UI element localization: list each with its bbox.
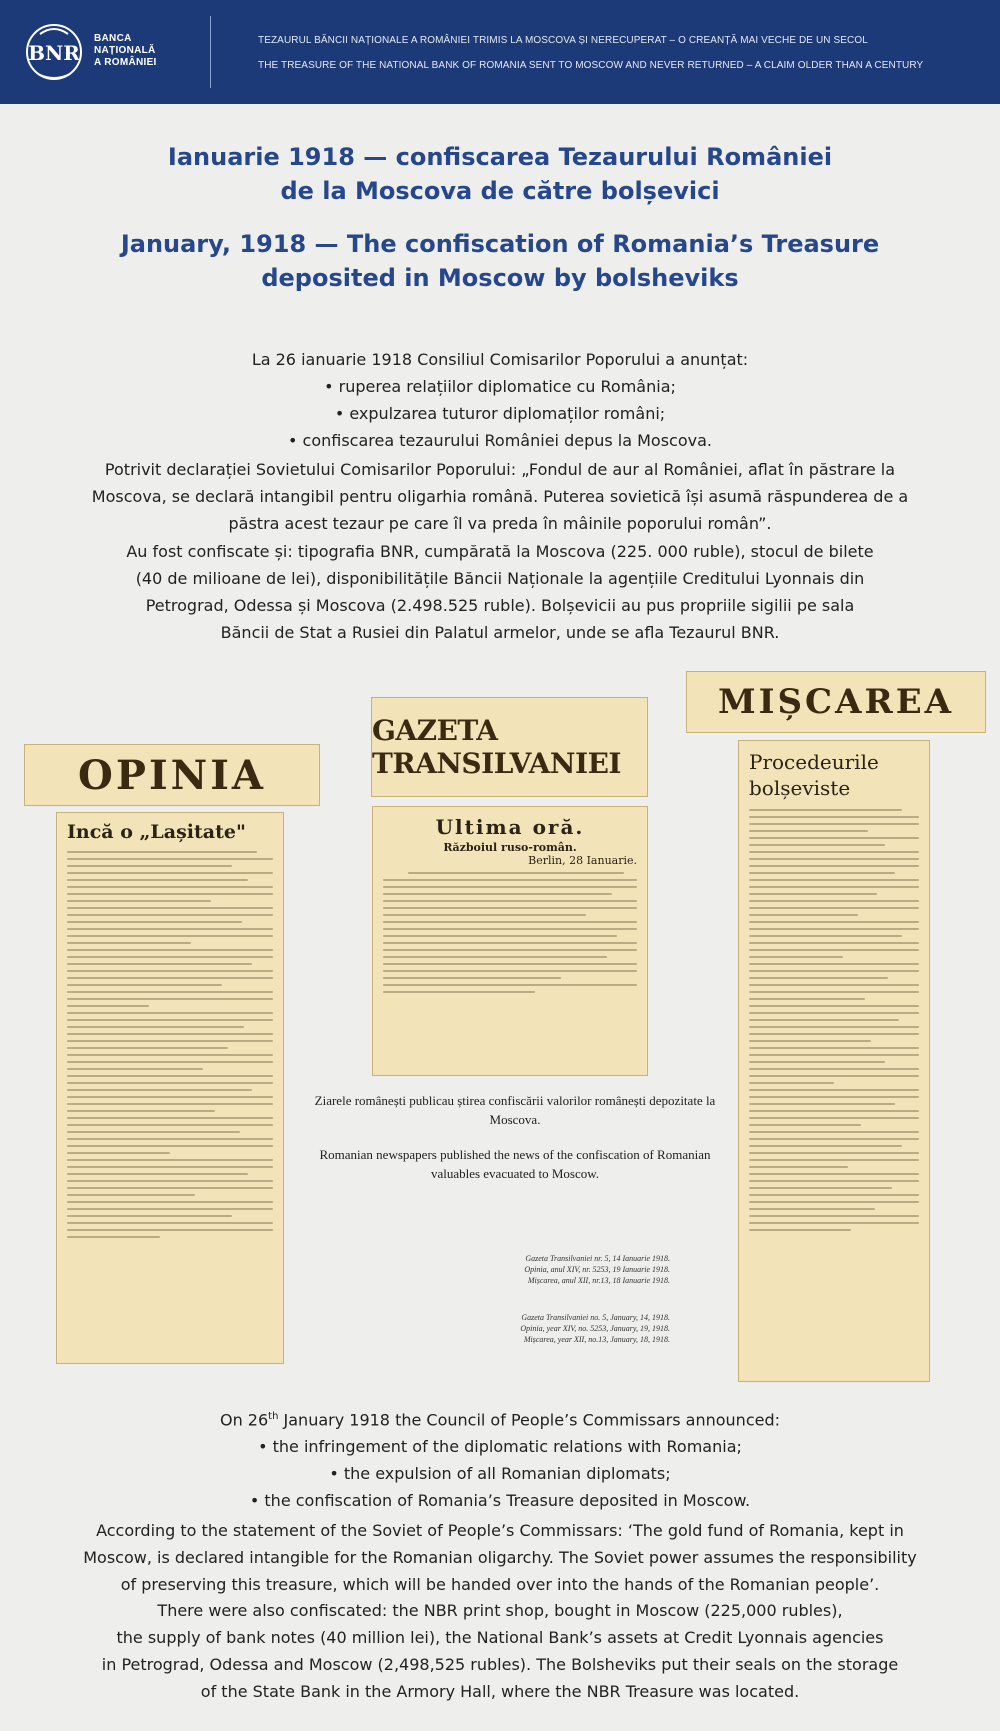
title-line: January, 1918 — The confiscation of Romania’s Treasure — [120, 230, 880, 258]
source-line: Opinia, year XIV, no. 5253, January, 19, 1918. — [520, 1324, 670, 1333]
source-line: Mișcarea, anul XII, nr.13, 18 Ianuarie 1918. — [527, 1276, 670, 1285]
header-tagline-ro: TEZAURUL BĂNCII NAȚIONALE A ROMÂNIEI TRIMIS LA MOSCOVA ȘI NERECUPERAT – O CREANȚĂ MAI VECHE DE UN SECOL — [258, 35, 868, 46]
bullet-item: • the expulsion of all Romanian diplomats; — [329, 1464, 671, 1484]
english-quote — [20, 1517, 980, 1598]
article-text-lines — [749, 809, 919, 1231]
miscarea-headline: Procedeurile bolșeviste — [749, 750, 879, 800]
title-line: de la Moscova de către bolșevici — [280, 177, 720, 205]
opinia-headline: Incă o „Lașitate" — [67, 821, 246, 843]
bullet-item: • confiscarea tezaurului României depus la Moscova. — [288, 431, 712, 450]
title-line: deposited in Moscow by bolsheviks — [261, 264, 739, 292]
miscarea-article — [738, 740, 930, 1382]
article-text-lines — [383, 872, 637, 993]
text-line: Au fost confiscate și: tipografia BNR, cumpărată la Moscova (225. 000 ruble), stocul de bilete — [126, 542, 874, 561]
quote-line: According to the statement of the Soviet of People’s Commissars: ‘The gold fund of Romania, kept in — [96, 1521, 904, 1540]
caption-english: Romanian newspapers published the news of the confiscation of Romanian valuables evacuated to Moscow. — [319, 1147, 711, 1181]
bullet-item: • the confiscation of Romania’s Treasure deposited in Moscow. — [249, 1491, 751, 1511]
romanian-confiscated — [20, 538, 980, 646]
source-line: Opinia, anul XIV, nr. 5253, 19 Ianuarie 1918. — [524, 1265, 670, 1274]
bank-name-line: NAȚIONALĂ — [94, 45, 156, 56]
header-tagline-en: THE TREASURE OF THE NATIONAL BANK OF ROMANIA SENT TO MOSCOW AND NEVER RETURNED – A CLAIM OLDER THAN A CENTURY — [258, 60, 924, 71]
source-line: Gazeta Transilvaniei no. 5, January, 14, 1918. — [521, 1313, 670, 1322]
gazeta-headline: Ultima oră. — [435, 815, 585, 839]
quote-line: Moscow, is declared intangible for the Romanian oligarchy. The Soviet power assumes the responsibility — [83, 1548, 917, 1567]
bank-name-line: BANCA — [94, 33, 132, 44]
opinia-masthead: OPINIA — [24, 744, 320, 806]
header-banner — [0, 0, 1000, 104]
intro-line — [20, 1403, 980, 1433]
quote-line: Potrivit declarației Sovietului Comisarilor Poporului: „Fondul de aur al României, aflat în păstrare la — [104, 460, 896, 479]
source-line: Gazeta Transilvaniei nr. 5, 14 Ianuarie 1918. — [525, 1254, 670, 1263]
header-divider — [210, 16, 211, 88]
bullet-item: • ruperea relațiilor diplomatice cu România; — [324, 377, 676, 396]
title-line: Ianuarie 1918 — confiscarea Tezaurului României — [167, 143, 833, 171]
caption-romanian: Ziarele românești publicau știrea confiscării valorilor românești depozitate la Moscova. — [314, 1093, 716, 1127]
logo-letters: BNR — [28, 41, 80, 65]
title-english — [0, 227, 1000, 295]
intro-line: La 26 ianuarie 1918 Consiliul Comisarilor Poporului a anunțat: — [251, 350, 749, 369]
gazeta-article — [372, 806, 648, 1076]
gazeta-subhead: Războiul ruso-român. — [443, 841, 577, 854]
quote-line: of preserving this treasure, which will be handed over into the hands of the Romanian people’. — [120, 1575, 880, 1594]
romanian-intro — [20, 346, 980, 454]
bullet-item: • expulzarea tuturor diplomaților români; — [334, 404, 666, 423]
text-line: (40 de milioane de lei), disponibilitățile Băncii Naționale la agențiile Creditului Lyonnais din — [135, 569, 865, 588]
bnr-logo — [22, 16, 86, 88]
text-line: Băncii de Stat a Rusiei din Palatul armelor, unde se afla Tezaurul BNR. — [220, 623, 780, 642]
intro-pre: On 26 — [219, 1410, 269, 1430]
english-intro — [20, 1403, 980, 1514]
gazeta-masthead: GAZETA TRANSILVANIEI — [371, 697, 648, 797]
english-confiscated — [20, 1597, 980, 1705]
bullet-item: • the infringement of the diplomatic relations with Romania; — [258, 1437, 742, 1457]
source-line: Mișcarea, year XII, no.13, January, 18, 1918. — [523, 1335, 670, 1344]
miscarea-masthead: MIȘCAREA — [686, 671, 986, 733]
bank-name-line: A ROMÂNIEI — [94, 57, 157, 68]
text-line: of the State Bank in the Armory Hall, where the NBR Treasure was located. — [200, 1682, 800, 1701]
text-line: in Petrograd, Odessa and Moscow (2,498,525 rubles). The Bolsheviks put their seals on the storage — [101, 1655, 899, 1674]
article-text-lines — [67, 851, 273, 1238]
opinia-article — [56, 812, 284, 1364]
quote-line: Moscova, se declară intangibil pentru oligarhia română. Puterea sovietică își asumă răspunderea de a — [91, 487, 909, 506]
gazeta-dateline: Berlin, 28 Ianuarie. — [528, 854, 637, 867]
intro-sup: th — [268, 1411, 279, 1422]
title-romanian — [0, 140, 1000, 208]
sources-romanian — [360, 1253, 670, 1286]
quote-line: păstra acest tezaur pe care îl va preda în mâinile poporului român”. — [228, 514, 772, 533]
romanian-quote — [20, 456, 980, 537]
text-line: There were also confiscated: the NBR print shop, bought in Moscow (225,000 rubles), — [157, 1601, 843, 1620]
bank-name — [94, 33, 157, 69]
text-line: Petrograd, Odessa și Moscova (2.498.525 ruble). Bolșevicii au pus propriile sigilii pe sala — [145, 596, 855, 615]
sources-english — [360, 1312, 670, 1345]
text-line: the supply of bank notes (40 million lei), the National Bank’s assets at Credit Lyonnais agencies — [116, 1628, 884, 1647]
intro-post: January 1918 the Council of People’s Commissars announced: — [278, 1410, 780, 1430]
